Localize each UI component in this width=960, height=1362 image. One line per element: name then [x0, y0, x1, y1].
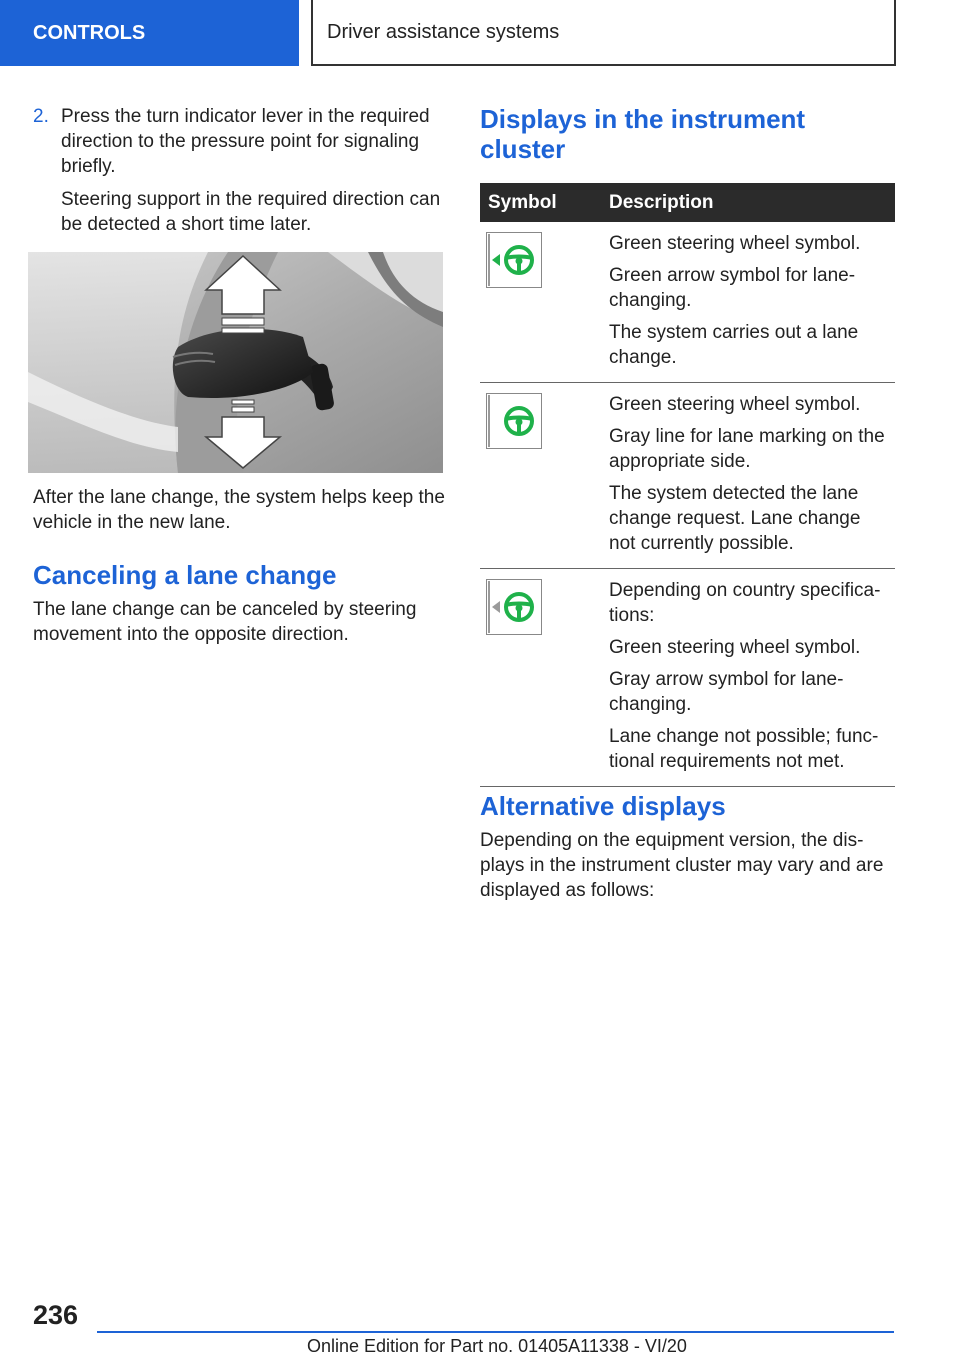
- edition-footer: Online Edition for Part no. 01405A11338 - VI/20: [307, 1336, 687, 1356]
- alternative-displays-heading: Alternative displays: [480, 791, 726, 821]
- after-lane-change-text: After the lane change, the system helps keep the vehicle in the new lane.: [33, 487, 445, 533]
- row3-line4: Lane change not possible; func-tional requirements not met.: [609, 726, 879, 772]
- row2-line1: Green steering wheel symbol.: [609, 394, 861, 415]
- description-column-header: Description: [605, 183, 895, 222]
- canceling-heading: Canceling a lane change: [33, 560, 337, 590]
- row1-line3: The system carries out a lane change.: [609, 322, 859, 368]
- footer-divider: [97, 1331, 894, 1333]
- green-steering-wheel-gray-arrow-icon: [486, 579, 542, 635]
- green-steering-wheel-arrow-icon: [486, 232, 542, 288]
- step-text: Press the turn indicator lever in the required direction to the pressure point for signaling briefly.: [61, 106, 430, 177]
- page-number: 236: [33, 1300, 79, 1330]
- row3-line2: Green steering wheel symbol.: [609, 637, 861, 658]
- row2-line3: The system detected the lane change request. Lane change not currently possible.: [609, 483, 861, 554]
- section-title: CONTROLS: [33, 21, 146, 44]
- row3-line3: Gray arrow symbol for lane-changing.: [609, 669, 844, 715]
- chapter-title: Driver assistance systems: [327, 20, 560, 43]
- table-row: [480, 222, 895, 383]
- symbol-column-header: Symbol: [480, 183, 605, 222]
- step-number: 2.: [33, 106, 49, 127]
- step-result: Steering support in the required direction can be detected a short time later.: [61, 189, 441, 235]
- turn-indicator-lever-photo: [28, 252, 443, 473]
- instruction-step: [33, 104, 448, 245]
- table-row: [480, 383, 895, 569]
- symbol-table: [480, 183, 895, 787]
- table-row: [480, 569, 895, 787]
- row2-line2: Gray line for lane marking on the appropriate side.: [609, 426, 885, 472]
- alternative-displays-text: Depending on the equipment version, the dis-plays in the instrument cluster may vary and are displayed as follows:: [480, 830, 884, 901]
- row3-line1: Depending on country specifica-tions:: [609, 580, 881, 626]
- table-header-row: [480, 183, 895, 222]
- section-tab: [0, 0, 299, 66]
- row1-line2: Green arrow symbol for lane-changing.: [609, 265, 856, 311]
- canceling-text: The lane change can be canceled by steering movement into the opposite direction.: [33, 599, 417, 645]
- green-steering-wheel-gray-line-icon: [486, 393, 542, 449]
- row1-line1: Green steering wheel symbol.: [609, 233, 861, 254]
- chapter-header: [311, 0, 896, 66]
- displays-heading: Displays in the instrument cluster: [480, 104, 806, 164]
